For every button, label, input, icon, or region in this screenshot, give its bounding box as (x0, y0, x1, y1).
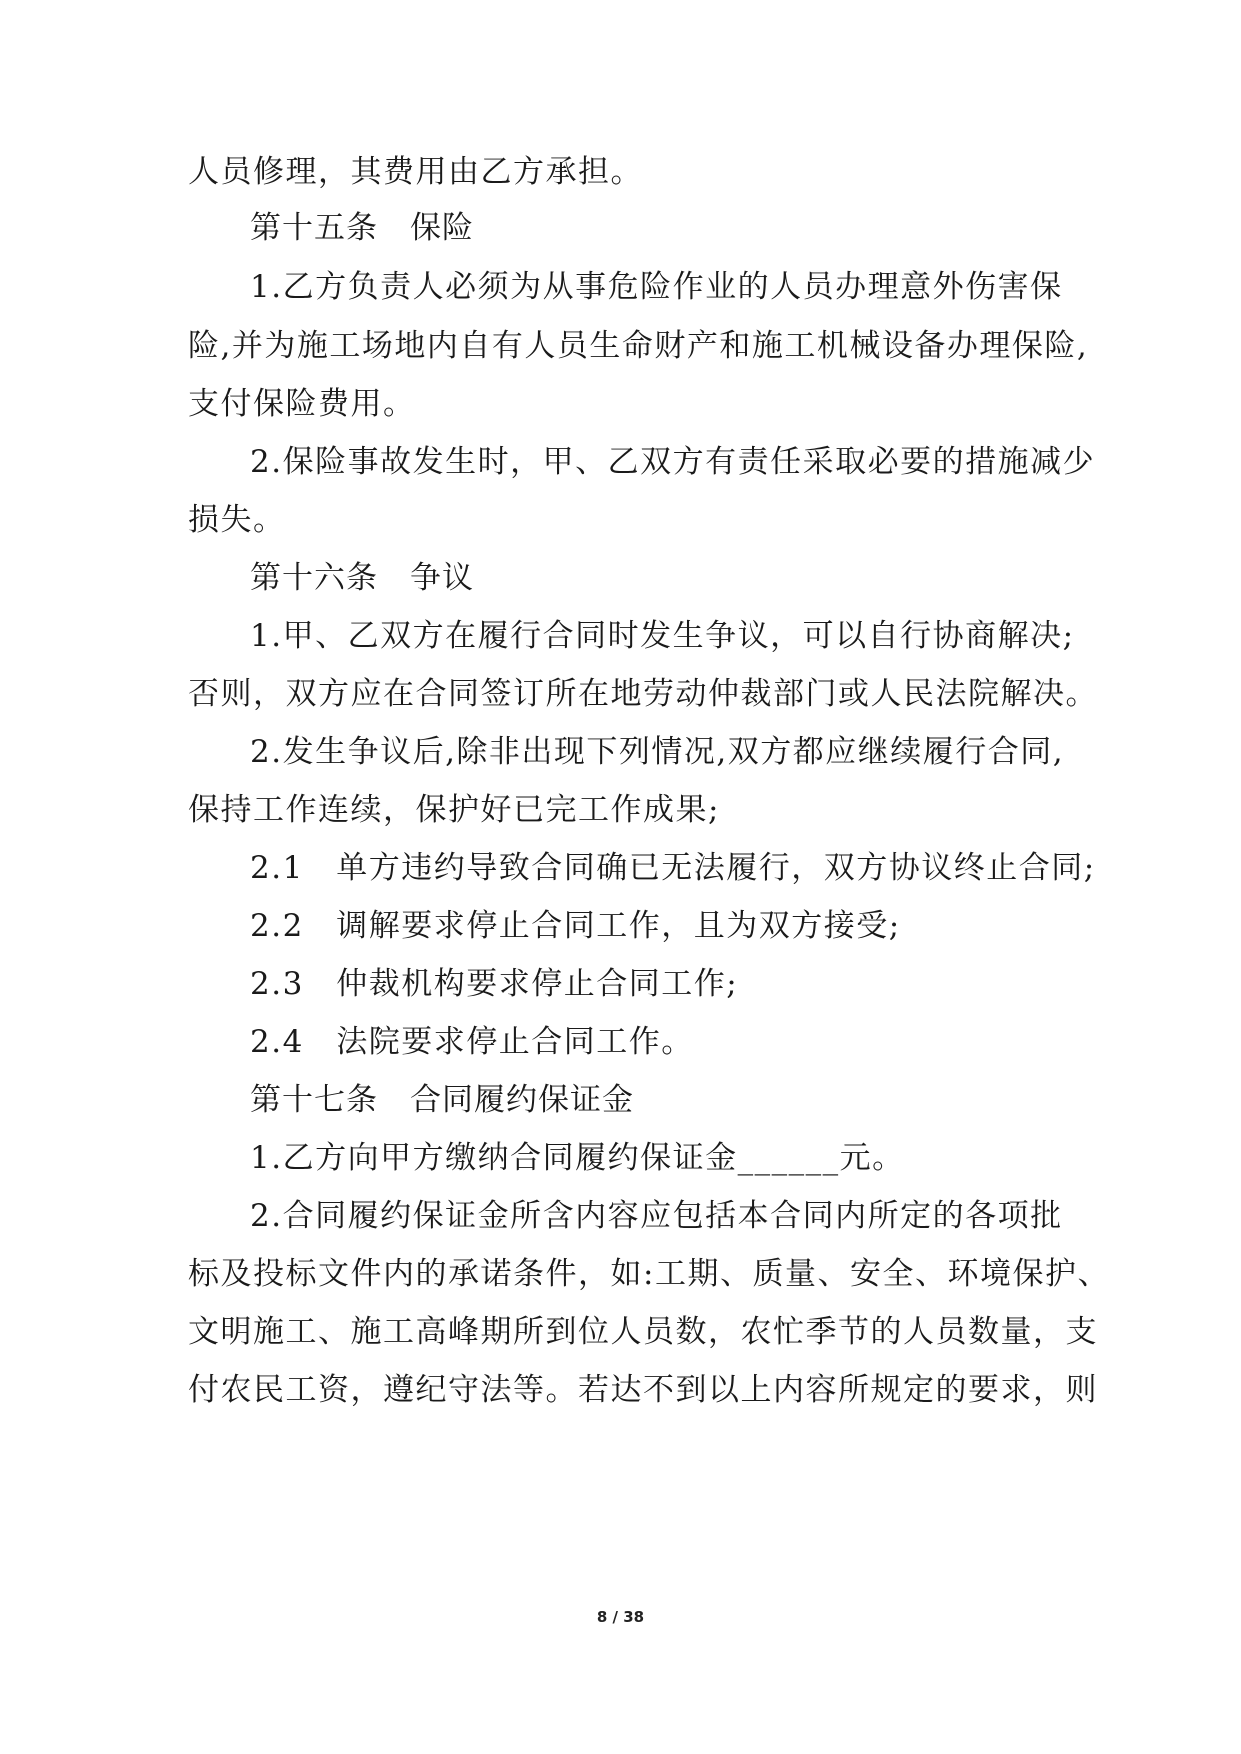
article-17-heading: 第十七条 合同履约保证金 (250, 1082, 634, 1118)
paragraph-line: 1.乙方负责人必须为从事危险作业的人员办理意外伤害保 (250, 269, 1063, 305)
page-number: 8 / 38 (596, 1608, 645, 1626)
clause-2-4: 2.4 法院要求停止合同工作。 (250, 1024, 694, 1060)
paragraph-line: 2.合同履约保证金所含内容应包括本合同内所定的各项批 (250, 1198, 1063, 1234)
paragraph-line: 损失。 (188, 502, 286, 538)
article-15-heading: 第十五条 保险 (250, 210, 474, 246)
clause-2-2: 2.2 调解要求停止合同工作，且为双方接受; (250, 908, 901, 944)
paragraph-line: 险,并为施工场地内自有人员生命财产和施工机械设备办理保险, (188, 328, 1089, 364)
paragraph-line: 1.乙方向甲方缴纳合同履约保证金______元。 (250, 1140, 905, 1176)
paragraph-line: 人员修理，其费用由乙方承担。 (188, 154, 643, 190)
paragraph-line: 2.发生争议后,除非出现下列情况,双方都应继续履行合同, (250, 734, 1065, 770)
article-16-heading: 第十六条 争议 (250, 560, 474, 596)
clause-2-3: 2.3 仲裁机构要求停止合同工作; (250, 966, 739, 1002)
paragraph-line: 1.甲、乙双方在履行合同时发生争议，可以自行协商解决; (250, 618, 1075, 654)
paragraph-line: 2.保险事故发生时，甲、乙双方有责任采取必要的措施减少 (250, 444, 1096, 480)
paragraph-line: 保持工作连续，保护好已完工作成果; (188, 792, 720, 828)
paragraph-line: 付农民工资，遵纪守法等。若达不到以上内容所规定的要求，则 (188, 1372, 1098, 1408)
paragraph-line: 否则，双方应在合同签订所在地劳动仲裁部门或人民法院解决。 (188, 676, 1098, 712)
paragraph-line: 支付保险费用。 (188, 386, 416, 422)
paragraph-line: 标及投标文件内的承诺条件，如:工期、质量、安全、环境保护、 (188, 1256, 1110, 1292)
paragraph-line: 文明施工、施工高峰期所到位人员数，农忙季节的人员数量，支 (188, 1314, 1098, 1350)
clause-2-1: 2.1 单方违约导致合同确已无法履行，双方协议终止合同; (250, 850, 1096, 886)
